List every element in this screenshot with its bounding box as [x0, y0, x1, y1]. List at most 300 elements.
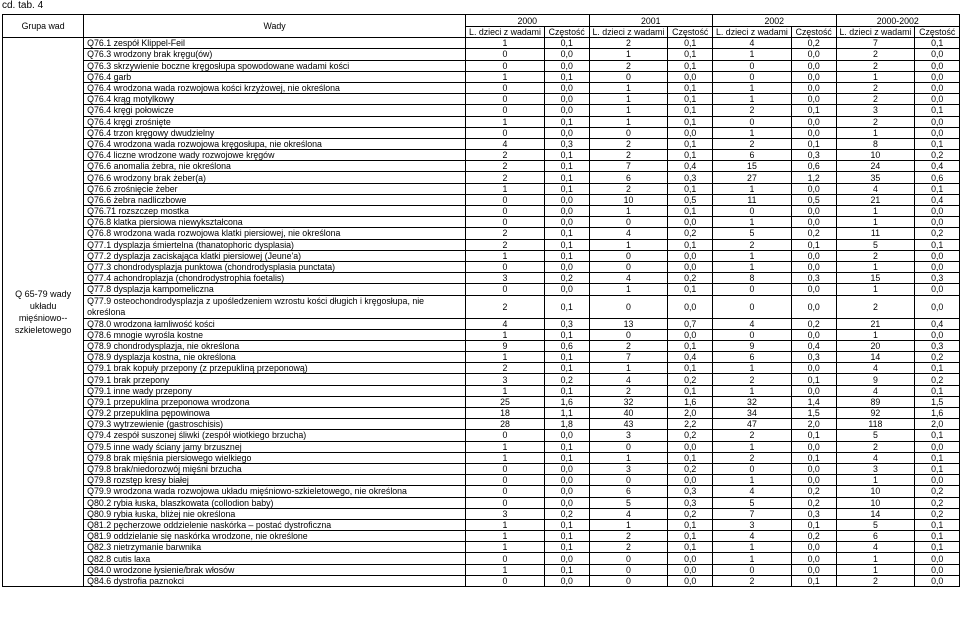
cell-count: 1 — [713, 127, 792, 138]
cell-frequency: 0,1 — [544, 150, 589, 161]
cell-frequency: 0,1 — [544, 295, 589, 318]
cell-count: 27 — [713, 172, 792, 183]
cell-count: 89 — [836, 396, 915, 407]
cell-frequency: 0,0 — [791, 441, 836, 452]
defect-name: Q76.3 skrzywienie boczne kręgosłupa spowodowane wadami kości — [84, 60, 466, 71]
cell-count: 2 — [466, 363, 545, 374]
cell-count: 2 — [713, 575, 792, 586]
table-row — [3, 497, 960, 508]
cell-count: 1 — [466, 531, 545, 542]
cell-frequency: 0,1 — [915, 542, 960, 553]
cell-count: 2 — [836, 60, 915, 71]
cell-count: 4 — [713, 318, 792, 329]
table-row — [3, 363, 960, 374]
cell-frequency: 0,1 — [791, 138, 836, 149]
cell-frequency: 0,0 — [915, 127, 960, 138]
cell-count: 5 — [713, 497, 792, 508]
cell-count: 2 — [466, 161, 545, 172]
cell-count: 9 — [836, 374, 915, 385]
defect-name: Q79.4 zespół suszonej śliwki (zespół wiotkiego brzucha) — [84, 430, 466, 441]
defect-name: Q76.4 trzon kręgowy dwudzielny — [84, 127, 466, 138]
cell-count: 7 — [836, 38, 915, 49]
cell-frequency: 0,2 — [915, 228, 960, 239]
defect-name: Q79.8 brak mięśnia piersiowego wielkiego — [84, 452, 466, 463]
cell-frequency: 1,5 — [915, 396, 960, 407]
defect-name: Q76.4 wrodzona wada rozwojowa kręgosłupa, nie określona — [84, 138, 466, 149]
cell-frequency: 0,1 — [668, 105, 713, 116]
header-year-2000: 2000 — [466, 15, 589, 27]
cell-frequency: 0,3 — [791, 352, 836, 363]
cell-frequency: 0,1 — [791, 430, 836, 441]
cell-count: 9 — [466, 340, 545, 351]
cell-frequency: 0,1 — [915, 463, 960, 474]
cell-frequency: 0,2 — [544, 273, 589, 284]
cell-frequency: 0,6 — [915, 172, 960, 183]
cell-count: 1 — [713, 250, 792, 261]
cell-frequency: 0,3 — [544, 318, 589, 329]
table-row — [3, 564, 960, 575]
cell-frequency: 0,2 — [791, 531, 836, 542]
cell-count: 14 — [836, 352, 915, 363]
cell-count: 2 — [836, 295, 915, 318]
cell-frequency: 0,0 — [544, 463, 589, 474]
defect-name: Q76.1 zespół Klippel-Feil — [84, 38, 466, 49]
cell-count: 2 — [836, 441, 915, 452]
table-row — [3, 150, 960, 161]
cell-count: 1 — [713, 475, 792, 486]
defect-name: Q78.9 chondrodysplazja, nie określona — [84, 340, 466, 351]
cell-frequency: 0,0 — [915, 206, 960, 217]
cell-frequency: 2,0 — [915, 419, 960, 430]
cell-count: 5 — [836, 519, 915, 530]
cell-count: 1 — [589, 82, 668, 93]
cell-frequency: 0,1 — [544, 531, 589, 542]
cell-count: 13 — [589, 318, 668, 329]
cell-frequency: 0,0 — [791, 217, 836, 228]
cell-frequency: 0,0 — [668, 575, 713, 586]
cell-frequency: 0,1 — [791, 519, 836, 530]
table-row — [3, 452, 960, 463]
cell-frequency: 0,2 — [668, 430, 713, 441]
table-row — [3, 441, 960, 452]
cell-count: 5 — [836, 430, 915, 441]
table-row — [3, 94, 960, 105]
cell-frequency: 1,5 — [791, 408, 836, 419]
cell-count: 10 — [836, 486, 915, 497]
cell-frequency: 0,0 — [544, 105, 589, 116]
table-row — [3, 49, 960, 60]
table-row — [3, 430, 960, 441]
cell-frequency: 0,0 — [791, 206, 836, 217]
cell-count: 1 — [836, 553, 915, 564]
cell-frequency: 0,0 — [791, 94, 836, 105]
cell-frequency: 0,0 — [668, 475, 713, 486]
cell-count: 5 — [713, 228, 792, 239]
defect-name: Q79.1 przepuklina przeponowa wrodzona — [84, 396, 466, 407]
cell-count: 2 — [589, 60, 668, 71]
cell-count: 35 — [836, 172, 915, 183]
cell-frequency: 0,0 — [915, 60, 960, 71]
table-row — [3, 340, 960, 351]
cell-count: 1 — [589, 363, 668, 374]
cell-frequency: 0,1 — [791, 452, 836, 463]
cell-count: 1 — [713, 363, 792, 374]
cell-frequency: 0,1 — [544, 385, 589, 396]
cell-frequency: 0,0 — [791, 363, 836, 374]
cell-frequency: 0,0 — [544, 82, 589, 93]
cell-frequency: 0,0 — [544, 261, 589, 272]
cell-count: 1 — [466, 38, 545, 49]
table-row — [3, 396, 960, 407]
cell-frequency: 0,1 — [544, 352, 589, 363]
cell-count: 8 — [836, 138, 915, 149]
cell-count: 3 — [836, 463, 915, 474]
cell-count: 0 — [589, 250, 668, 261]
cell-count: 0 — [466, 49, 545, 60]
header-year-2001: 2001 — [589, 15, 712, 27]
table-row — [3, 127, 960, 138]
cell-frequency: 0,0 — [544, 553, 589, 564]
cell-frequency: 0,1 — [668, 138, 713, 149]
cell-frequency: 0,0 — [915, 94, 960, 105]
table-row — [3, 206, 960, 217]
cell-count: 2 — [836, 94, 915, 105]
cell-frequency: 0,0 — [791, 295, 836, 318]
cell-frequency: 0,1 — [668, 239, 713, 250]
table-row — [3, 138, 960, 149]
defect-name: Q77.9 osteochondrodysplazja z upośledzeniem wzrostu kości długich i kręgosłupa, nie określona — [84, 295, 466, 318]
cell-frequency: 0,0 — [668, 329, 713, 340]
defect-name: Q77.3 chondrodysplazja punktowa (chondrodysplasia punctata) — [84, 261, 466, 272]
cell-count: 0 — [589, 71, 668, 82]
cell-count: 2 — [836, 82, 915, 93]
cell-frequency: 0,0 — [544, 94, 589, 105]
cell-count: 4 — [836, 452, 915, 463]
cell-count: 1 — [713, 183, 792, 194]
defect-name: Q79.3 wytrzewienie (gastroschisis) — [84, 419, 466, 430]
subheader-children: L. dzieci z wadami — [836, 27, 915, 38]
cell-count: 5 — [836, 239, 915, 250]
defect-name: Q77.2 dysplazja zaciskająca klatki piersiowej (Jeune'a) — [84, 250, 466, 261]
cell-frequency: 0,1 — [915, 239, 960, 250]
cell-count: 2 — [466, 239, 545, 250]
header-wady: Wady — [84, 15, 466, 38]
cell-frequency: 0,1 — [668, 94, 713, 105]
cell-count: 4 — [466, 138, 545, 149]
defect-name: Q79.1 brak przepony — [84, 374, 466, 385]
cell-frequency: 0,2 — [791, 38, 836, 49]
cell-count: 2 — [466, 150, 545, 161]
subheader-children: L. dzieci z wadami — [589, 27, 668, 38]
cell-frequency: 0,1 — [668, 452, 713, 463]
cell-frequency: 0,0 — [544, 49, 589, 60]
cell-frequency: 0,2 — [915, 352, 960, 363]
table-row — [3, 531, 960, 542]
cell-frequency: 0,5 — [791, 194, 836, 205]
cell-count: 2 — [836, 116, 915, 127]
cell-count: 0 — [466, 284, 545, 295]
cell-frequency: 0,0 — [668, 553, 713, 564]
cell-count: 2 — [589, 183, 668, 194]
cell-frequency: 1,8 — [544, 419, 589, 430]
cell-frequency: 0,0 — [544, 284, 589, 295]
cell-count: 1 — [466, 452, 545, 463]
cell-frequency: 0,0 — [544, 206, 589, 217]
cell-frequency: 0,1 — [544, 183, 589, 194]
defect-name: Q81.2 pęcherzowe oddzielenie naskórka – postać dystroficzna — [84, 519, 466, 530]
cell-count: 0 — [589, 127, 668, 138]
cell-frequency: 0,0 — [915, 329, 960, 340]
cell-count: 0 — [589, 553, 668, 564]
cell-frequency: 0,1 — [544, 363, 589, 374]
cell-count: 2 — [836, 250, 915, 261]
cell-count: 11 — [713, 194, 792, 205]
defect-name: Q79.8 brak/niedorozwój mięśni brzucha — [84, 463, 466, 474]
cell-count: 6 — [589, 172, 668, 183]
defect-name: Q78.0 wrodzona łamliwość kości — [84, 318, 466, 329]
cell-frequency: 0,0 — [668, 261, 713, 272]
cell-frequency: 0,1 — [544, 441, 589, 452]
cell-frequency: 0,1 — [668, 38, 713, 49]
cell-frequency: 0,1 — [668, 150, 713, 161]
cell-count: 1 — [466, 71, 545, 82]
cell-frequency: 0,1 — [791, 105, 836, 116]
cell-count: 1 — [466, 250, 545, 261]
header-year-total: 2000-2002 — [836, 15, 960, 27]
cell-frequency: 0,2 — [791, 228, 836, 239]
cell-frequency: 0,0 — [791, 49, 836, 60]
cell-frequency: 0,4 — [668, 352, 713, 363]
cell-count: 0 — [466, 82, 545, 93]
cell-count: 0 — [466, 217, 545, 228]
cell-count: 24 — [836, 161, 915, 172]
cell-frequency: 0,2 — [791, 318, 836, 329]
cell-frequency: 0,0 — [668, 564, 713, 575]
defect-name: Q76.4 garb — [84, 71, 466, 82]
cell-frequency: 0,2 — [668, 463, 713, 474]
cell-count: 4 — [589, 228, 668, 239]
table-row — [3, 273, 960, 284]
cell-count: 3 — [713, 519, 792, 530]
defect-name: Q77.1 dysplazja śmiertelna (thanatophoric dysplasia) — [84, 239, 466, 250]
table-row — [3, 519, 960, 530]
cell-frequency: 0,1 — [915, 531, 960, 542]
defect-name: Q82.3 nietrzymanie barwnika — [84, 542, 466, 553]
cell-frequency: 0,1 — [544, 38, 589, 49]
cell-count: 21 — [836, 194, 915, 205]
cell-count: 1 — [713, 385, 792, 396]
cell-count: 4 — [589, 508, 668, 519]
cell-count: 1 — [589, 105, 668, 116]
group-label: Q 65-79 wady układu mięśniowo--szkieletowego — [3, 38, 84, 587]
cell-count: 0 — [589, 441, 668, 452]
cell-count: 20 — [836, 340, 915, 351]
cell-frequency: 0,0 — [791, 553, 836, 564]
defect-name: Q77.4 achondroplazja (chondrodystrophia foetalis) — [84, 273, 466, 284]
defect-name: Q80.2 rybia łuska, blaszkowata (collodion baby) — [84, 497, 466, 508]
cell-count: 2 — [466, 295, 545, 318]
cell-frequency: 1,6 — [915, 408, 960, 419]
cell-count: 9 — [713, 340, 792, 351]
defect-name: Q79.2 przepuklina pępowinowa — [84, 408, 466, 419]
cell-frequency: 0,1 — [544, 172, 589, 183]
cell-frequency: 0,3 — [791, 273, 836, 284]
cell-count: 1 — [589, 49, 668, 60]
cell-count: 0 — [589, 261, 668, 272]
cell-frequency: 0,1 — [668, 542, 713, 553]
cell-count: 2 — [713, 430, 792, 441]
cell-count: 4 — [836, 183, 915, 194]
cell-frequency: 1,6 — [544, 396, 589, 407]
cell-frequency: 0,2 — [915, 497, 960, 508]
cell-frequency: 0,1 — [915, 38, 960, 49]
cell-frequency: 0,0 — [791, 261, 836, 272]
cell-count: 2 — [836, 49, 915, 60]
defect-name: Q81.9 oddzielanie się naskórka wrodzone, nie określone — [84, 531, 466, 542]
cell-count: 18 — [466, 408, 545, 419]
cell-frequency: 0,1 — [544, 116, 589, 127]
cell-frequency: 0,1 — [544, 329, 589, 340]
cell-frequency: 1,2 — [791, 172, 836, 183]
cell-count: 0 — [466, 486, 545, 497]
subheader-children: L. dzieci z wadami — [466, 27, 545, 38]
cell-frequency: 0,2 — [915, 150, 960, 161]
cell-frequency: 0,0 — [915, 250, 960, 261]
cell-frequency: 0,0 — [668, 217, 713, 228]
cell-count: 3 — [466, 273, 545, 284]
cell-frequency: 0,0 — [915, 564, 960, 575]
defect-name: Q76.6 żebra nadliczbowe — [84, 194, 466, 205]
cell-count: 4 — [589, 273, 668, 284]
cell-count: 0 — [713, 564, 792, 575]
cell-count: 0 — [589, 217, 668, 228]
cell-frequency: 0,1 — [544, 239, 589, 250]
cell-count: 25 — [466, 396, 545, 407]
cell-count: 2 — [713, 105, 792, 116]
defect-name: Q76.3 wrodzony brak kręgu(ów) — [84, 49, 466, 60]
cell-frequency: 0,1 — [668, 116, 713, 127]
cell-frequency: 0,0 — [915, 82, 960, 93]
cell-frequency: 0,1 — [915, 519, 960, 530]
cell-count: 0 — [466, 475, 545, 486]
cell-frequency: 0,1 — [791, 374, 836, 385]
table-row — [3, 105, 960, 116]
cell-count: 118 — [836, 419, 915, 430]
table-caption: cd. tab. 4 — [2, 0, 44, 11]
defect-name: Q76.71 rozszczep mostka — [84, 206, 466, 217]
cell-frequency: 0,2 — [915, 486, 960, 497]
cell-count: 0 — [466, 553, 545, 564]
cell-frequency: 0,2 — [791, 497, 836, 508]
cell-count: 1 — [589, 116, 668, 127]
cell-frequency: 0,1 — [791, 575, 836, 586]
cell-count: 1 — [466, 519, 545, 530]
cell-count: 0 — [589, 564, 668, 575]
cell-frequency: 0,4 — [915, 194, 960, 205]
cell-count: 6 — [589, 486, 668, 497]
cell-frequency: 0,0 — [791, 385, 836, 396]
cell-count: 1 — [589, 519, 668, 530]
cell-count: 10 — [836, 150, 915, 161]
cell-count: 0 — [466, 60, 545, 71]
cell-count: 1 — [836, 206, 915, 217]
cell-frequency: 2,0 — [668, 408, 713, 419]
cell-frequency: 0,0 — [791, 60, 836, 71]
cell-frequency: 0,5 — [668, 194, 713, 205]
cell-frequency: 0,0 — [915, 295, 960, 318]
defect-name: Q76.6 anomalia żebra, nie określona — [84, 161, 466, 172]
defect-name: Q80.9 rybia łuska, bliżej nie określona — [84, 508, 466, 519]
cell-frequency: 0,3 — [668, 172, 713, 183]
cell-frequency: 0,0 — [544, 575, 589, 586]
malformations-table — [2, 14, 960, 587]
table-row — [3, 374, 960, 385]
cell-frequency: 0,0 — [544, 497, 589, 508]
table-row — [3, 60, 960, 71]
table-row — [3, 82, 960, 93]
cell-frequency: 0,2 — [915, 508, 960, 519]
cell-count: 3 — [466, 508, 545, 519]
table-row — [3, 329, 960, 340]
cell-frequency: 0,0 — [915, 575, 960, 586]
cell-frequency: 0,3 — [544, 138, 589, 149]
table-row — [3, 486, 960, 497]
cell-count: 2 — [466, 228, 545, 239]
cell-frequency: 0,2 — [544, 508, 589, 519]
cell-count: 2 — [713, 374, 792, 385]
table-row — [3, 385, 960, 396]
cell-frequency: 0,1 — [915, 105, 960, 116]
table-row — [3, 295, 960, 318]
cell-count: 7 — [713, 508, 792, 519]
table-row — [3, 172, 960, 183]
cell-frequency: 0,2 — [915, 374, 960, 385]
cell-count: 7 — [589, 161, 668, 172]
cell-count: 6 — [713, 150, 792, 161]
cell-frequency: 0,1 — [544, 519, 589, 530]
table-row — [3, 38, 960, 49]
cell-count: 2 — [713, 239, 792, 250]
subheader-frequency: Częstość — [915, 27, 960, 38]
cell-frequency: 0,1 — [544, 250, 589, 261]
cell-count: 2 — [589, 138, 668, 149]
cell-count: 3 — [589, 463, 668, 474]
cell-frequency: 0,7 — [668, 318, 713, 329]
cell-count: 1 — [713, 82, 792, 93]
cell-frequency: 0,0 — [668, 71, 713, 82]
table-row — [3, 284, 960, 295]
cell-count: 0 — [589, 329, 668, 340]
cell-frequency: 0,0 — [915, 284, 960, 295]
cell-count: 1 — [713, 441, 792, 452]
cell-count: 1 — [836, 329, 915, 340]
defect-name: Q76.4 kręgi połowicze — [84, 105, 466, 116]
cell-frequency: 2,2 — [668, 419, 713, 430]
cell-frequency: 0,0 — [791, 183, 836, 194]
subheader-frequency: Częstość — [668, 27, 713, 38]
cell-count: 4 — [836, 363, 915, 374]
cell-frequency: 0,0 — [915, 553, 960, 564]
cell-count: 0 — [466, 194, 545, 205]
subheader-frequency: Częstość — [791, 27, 836, 38]
cell-count: 1 — [836, 261, 915, 272]
cell-frequency: 0,0 — [668, 295, 713, 318]
defect-name: Q76.4 wrodzona wada rozwojowa kości krzyżowej, nie określona — [84, 82, 466, 93]
cell-count: 0 — [466, 430, 545, 441]
cell-frequency: 0,2 — [668, 273, 713, 284]
defect-name: Q79.8 rozstęp kresy białej — [84, 475, 466, 486]
cell-count: 0 — [713, 71, 792, 82]
